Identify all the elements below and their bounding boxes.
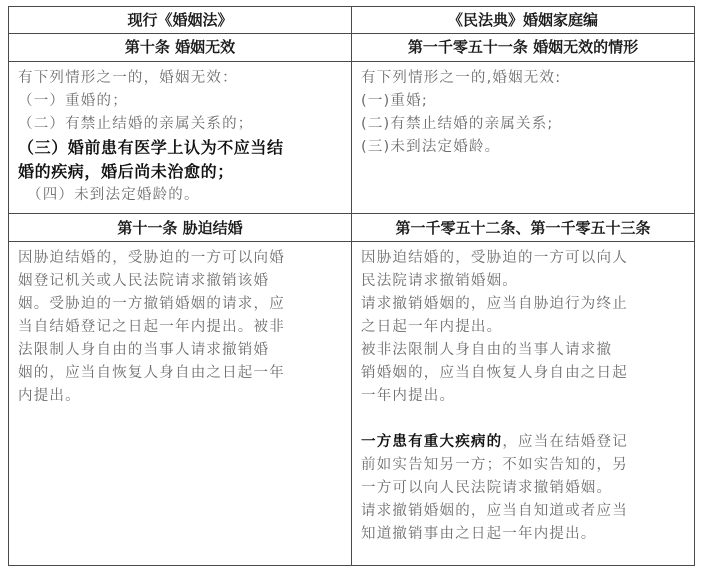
left-sec1-body <box>9 62 351 213</box>
left-sec2-line: 因胁迫结婚的，受胁迫的一方可以向婚 <box>18 250 285 266</box>
comparison-table <box>8 6 695 566</box>
spacer <box>361 408 688 431</box>
left-sec2-line: 姻登记机关或人民法院请求撤销该婚 <box>18 273 270 289</box>
right-sec2-line: 因胁迫结婚的，受胁迫的一方可以向人 <box>361 250 628 266</box>
left-sec1-line: （一）重婚的； <box>18 93 128 109</box>
right-sec2-line: 民法院请求撤销婚姻。 <box>361 273 518 289</box>
left-sec1-line: （二）有禁止结婚的亲属关系的； <box>18 116 254 132</box>
left-column-title: 现行《婚姻法》 <box>9 7 351 34</box>
right-sec2-heading: 第一千零五十二条、第一千零五十三条 <box>352 213 694 242</box>
right-sec2-line: 请求撤销婚姻的，应当自胁迫行为终止 <box>361 296 628 312</box>
right-sec2-line: 销婚姻的，应当自恢复人身自由之日起 <box>361 365 628 381</box>
right-sec1-line: (一)重婚; <box>361 93 428 109</box>
right-sec2-line: 知道撤销事由之日起一年内提出。 <box>361 526 597 542</box>
left-sec2-line: 法限制人身自由的当事人请求撤销婚 <box>18 342 270 358</box>
right-sec2-body <box>352 242 694 565</box>
left-sec1-emph-line: 婚的疾病，婚后尚未治愈的； <box>18 162 234 181</box>
right-column <box>352 7 694 565</box>
left-sec1-line: （四）未到法定婚龄的。 <box>27 187 200 203</box>
right-column-title: 《民法典》婚姻家庭编 <box>352 7 694 34</box>
right-sec1-line: 有下列情形之一的,婚姻无效: <box>361 70 562 86</box>
left-sec2-heading: 第十一条 胁迫结婚 <box>9 213 351 242</box>
right-sec1-body <box>352 62 694 213</box>
left-column <box>9 7 352 565</box>
right-sec2-line: 前如实告知另一方；不如实告知的，另 <box>361 457 628 473</box>
right-sec2-line: 之日起一年内提出。 <box>361 319 503 335</box>
left-sec2-line: 姻。受胁迫的一方撤销婚姻的请求，应 <box>18 296 285 312</box>
right-sec1-line: (二)有禁止结婚的亲属关系; <box>361 116 554 132</box>
right-sec1-line: (三)未到法定婚龄。 <box>361 139 501 155</box>
right-sec2-line: 一年内提出。 <box>361 388 456 404</box>
right-sec2-line: 一方可以向人民法院请求撤销婚姻。 <box>361 480 613 496</box>
emphasis-rest: ，应当在结婚登记 <box>502 434 628 450</box>
emphasis-text: 一方患有重大疾病的 <box>361 434 503 450</box>
left-sec1-line: 有下列情形之一的，婚姻无效： <box>18 70 238 86</box>
left-sec2-body <box>9 242 351 565</box>
right-sec2-line: 被非法限制人身自由的当事人请求撤 <box>361 342 613 358</box>
left-sec2-line: 内提出。 <box>18 388 81 404</box>
left-sec1-emph-line: （三）婚前患有医学上认为不应当结 <box>18 138 284 157</box>
right-sec1-heading: 第一千零五十一条 婚姻无效的情形 <box>352 34 694 62</box>
left-sec2-line: 当自结婚登记之日起一年内提出。被非 <box>18 319 285 335</box>
right-sec2-line: 请求撤销婚姻的，应当自知道或者应当 <box>361 503 628 519</box>
right-sec2-emph-line <box>361 431 688 454</box>
left-sec1-heading: 第十条 婚姻无效 <box>9 34 351 62</box>
left-sec2-line: 姻的，应当自恢复人身自由之日起一年 <box>18 365 285 381</box>
